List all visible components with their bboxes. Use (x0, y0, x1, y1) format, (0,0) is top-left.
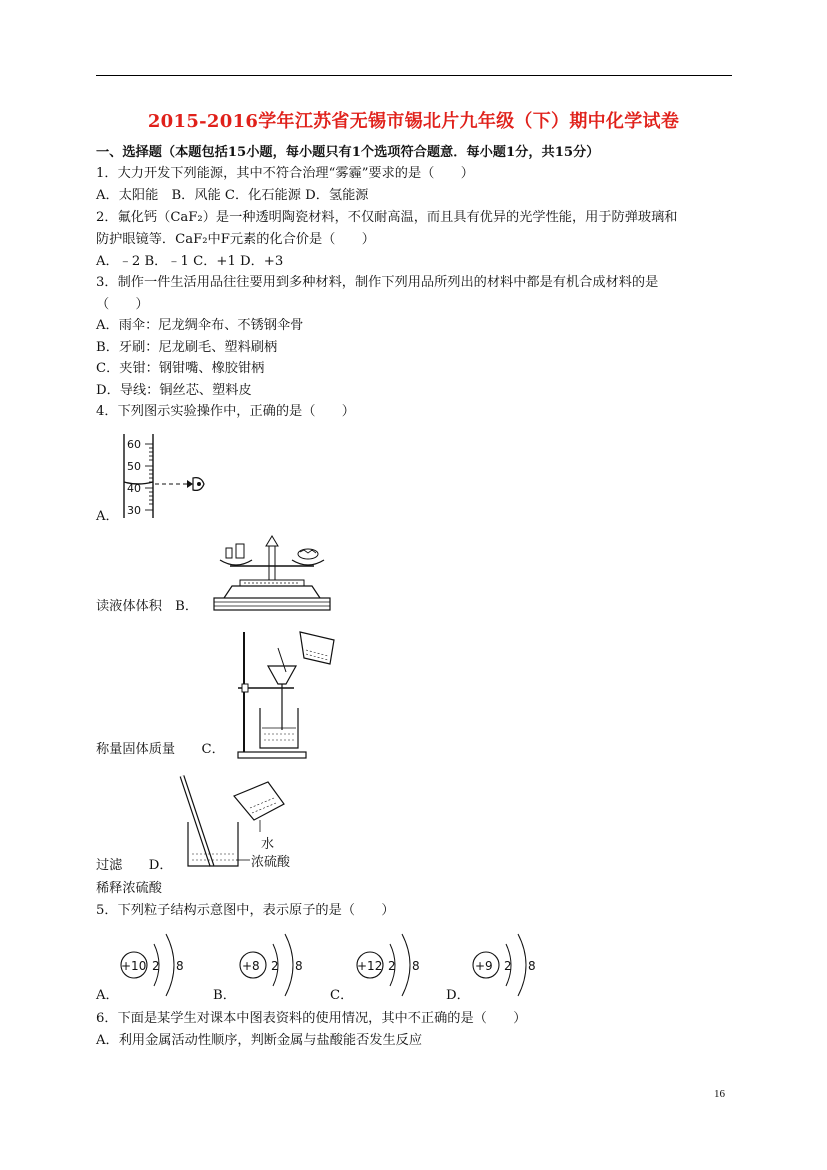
shell1-count-d: 2 (504, 959, 512, 973)
atom-diagram-b (237, 932, 309, 1002)
tick-label-50: 50 (127, 460, 141, 473)
q3-option-d: D．导线：铜丝芯、塑料皮 (96, 383, 252, 398)
atom-diagram-c (354, 932, 426, 1002)
atom-diagram-d (470, 932, 542, 1002)
q3-stem-line1: 3．制作一件生活用品往往要用到多种材料，制作下列用品所列出的材料中都是有机合成材料的是 (96, 275, 659, 290)
dilution-figure (176, 774, 336, 874)
q5-option-label-c: C． (330, 988, 354, 1003)
shell1-count-b: 2 (271, 959, 279, 973)
q1-options: A．太阳能 B．风能 C．化石能源 D．氢能源 (96, 188, 369, 203)
shell1-count-c: 2 (388, 959, 396, 973)
q2-options: A．﹣2 B．﹣1 C．+1 D．+3 (96, 254, 284, 269)
graduated-cylinder-figure (115, 432, 210, 522)
page-number: 16 (714, 1088, 725, 1100)
q4-stem: 4．下列图示实验操作中，正确的是（ ） (96, 404, 355, 419)
nucleus-charge-a: +10 (121, 959, 147, 973)
nucleus-charge-c: +12 (357, 959, 383, 973)
q2-stem-line1: 2．氟化钙（CaF₂）是一种透明陶瓷材料，不仅耐高温，而且具有优异的光学性能，用于防弹玻璃和 (96, 210, 678, 225)
q4-last-line: 稀释浓硫酸 (96, 881, 162, 896)
q4-label-a: A． (96, 509, 119, 524)
tick-label-40: 40 (127, 482, 141, 495)
shell1-count-a: 2 (152, 959, 160, 973)
acid-label: 浓硫酸 (251, 855, 291, 870)
page-title: 2015-2016学年江苏省无锡市锡北片九年级（下）期中化学试卷 (147, 111, 680, 132)
nucleus-charge-d: +9 (475, 959, 493, 973)
atom-diagram-a (118, 932, 190, 1002)
q4-label-b-line: 读液体体积 B． (96, 599, 199, 614)
q2-stem-line2: 防护眼镜等．CaF₂中F元素的化合价是（ ） (96, 232, 375, 247)
shell2-count-b: 8 (295, 959, 303, 973)
q5-stem: 5．下列粒子结构示意图中，表示原子的是（ ） (96, 903, 395, 918)
q1-stem: 1．大力开发下列能源，其中不符合治理“雾霾”要求的是（ ） (96, 166, 474, 181)
q3-option-b: B．牙刷：尼龙刷毛、塑料刷柄 (96, 340, 278, 355)
q4-label-d-line: 过滤 D． (96, 858, 173, 873)
tick-label-60: 60 (127, 438, 141, 451)
water-label: 水 (261, 837, 275, 852)
q5-option-label-a: A． (96, 988, 119, 1003)
q3-option-a: A．雨伞：尼龙绸伞布、不锈钢伞骨 (96, 318, 304, 333)
header-rule (96, 75, 732, 76)
q3-stem-line2: （ ） (96, 297, 149, 312)
tick-label-30: 30 (127, 504, 141, 517)
q6-option-a: A．利用金属活动性顺序，判断金属与盐酸能否发生反应 (96, 1033, 423, 1048)
q3-option-c: C．夹钳：钢钳嘴、橡胶钳柄 (96, 361, 265, 376)
filtration-figure (234, 628, 346, 760)
nucleus-charge-b: +8 (242, 959, 260, 973)
section-heading: 一、选择题（本题包括15小题，每小题只有1个选项符合题意．每小题1分，共15分） (96, 145, 600, 160)
shell2-count-c: 8 (412, 959, 420, 973)
q6-stem: 6．下面是某学生对课本中图表资料的使用情况，其中不正确的是（ ） (96, 1011, 527, 1026)
shell2-count-d: 8 (528, 959, 536, 973)
q5-option-label-d: D． (446, 988, 470, 1003)
balance-figure (210, 532, 334, 614)
q4-label-c-line: 称量固体质量 C． (96, 742, 225, 757)
q5-option-label-b: B． (213, 988, 236, 1003)
shell2-count-a: 8 (176, 959, 184, 973)
